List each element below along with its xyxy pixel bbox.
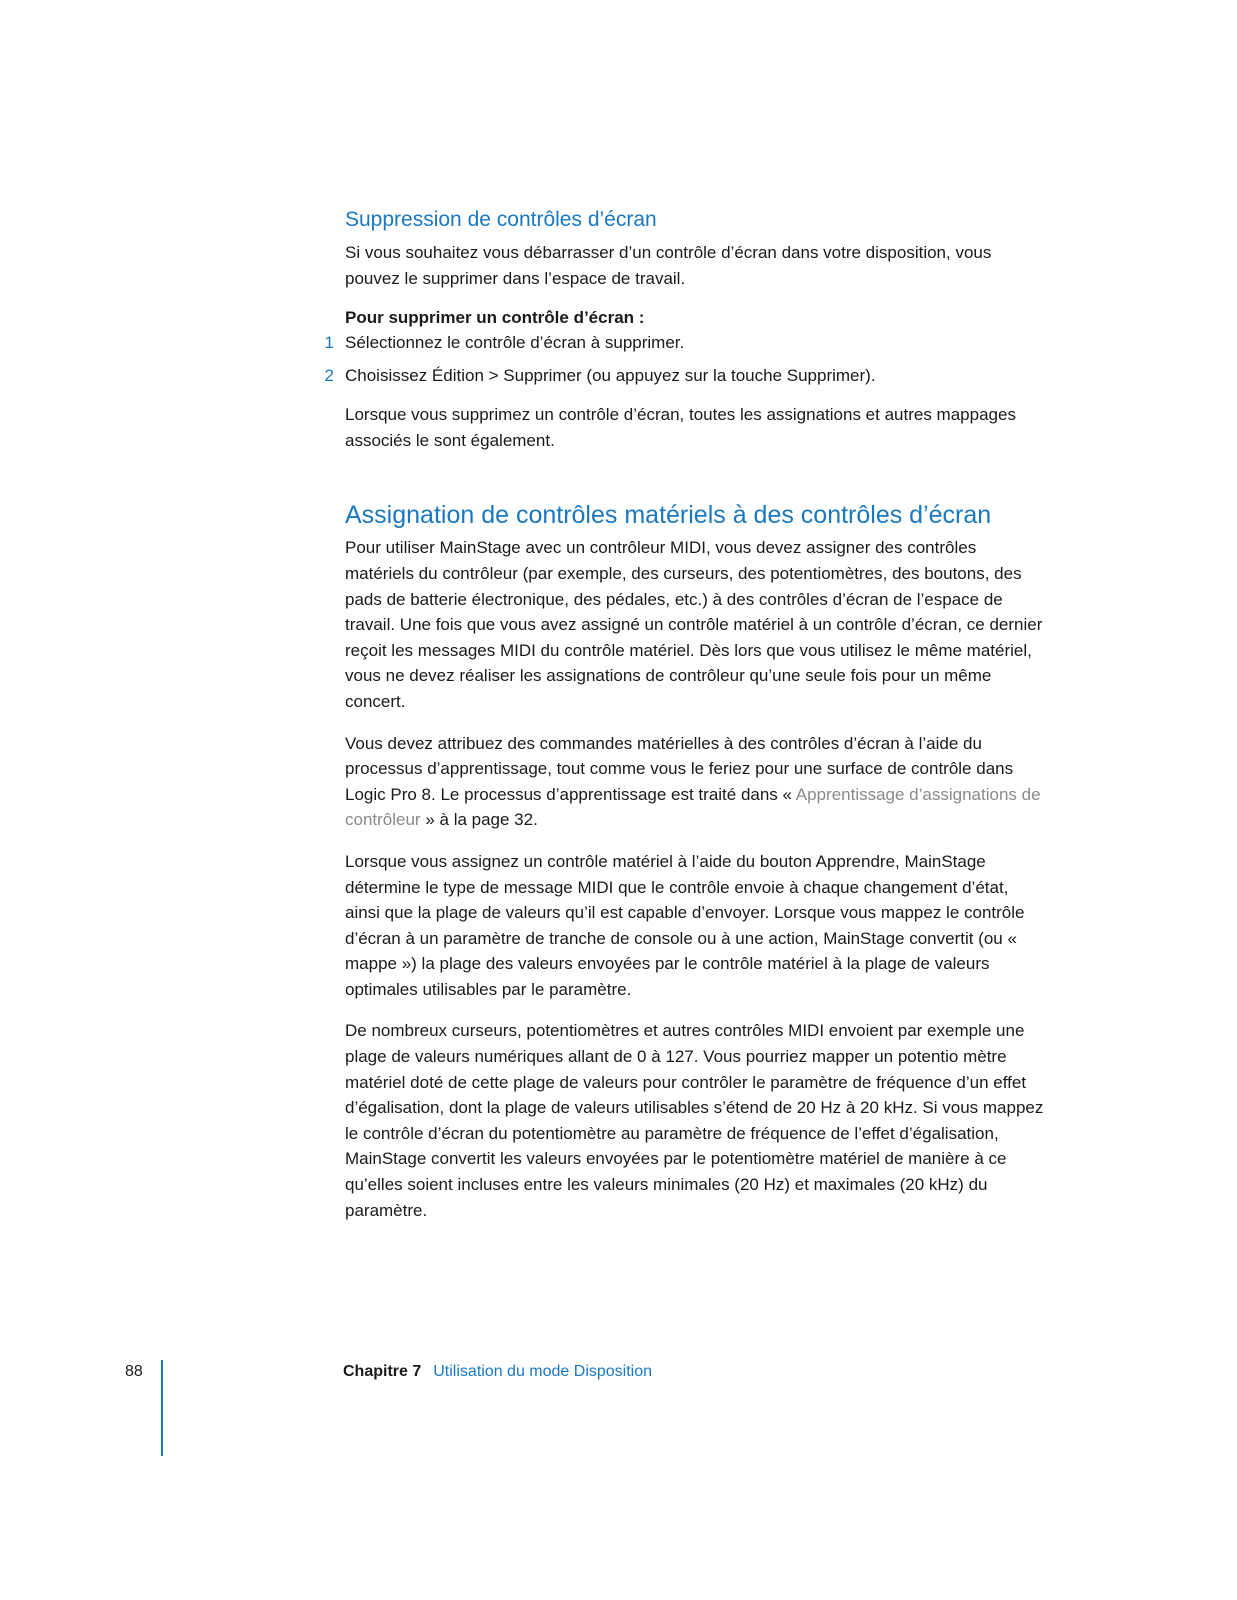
- section-spacer: [345, 469, 1045, 499]
- note-paragraph: Lorsque vous supprimez un contrôle d’écran, toutes les assignations et autres mappages associés le sont également.: [345, 405, 1016, 450]
- cross-reference-link[interactable]: Apprentissage d’assignations de contrôleur: [345, 784, 1041, 830]
- step-text: Choisissez Édition > Supprimer (ou appuyez sur la touche Supprimer).: [345, 366, 876, 386]
- section-intro-paragraph: Si vous souhaitez vous débarrasser d’un contrôle d’écran dans votre disposition, vous pouvez le supprimer dans l’espace de travail.: [345, 243, 992, 288]
- step-number: 1: [324, 333, 334, 353]
- chapter-title: Utilisation du mode Disposition: [433, 1363, 653, 1380]
- steps-list: [324, 330, 1045, 388]
- footer-divider: [161, 1360, 163, 1456]
- paragraph-text: » à la page 32.: [420, 810, 538, 830]
- page-number: 88: [125, 1363, 143, 1380]
- footer-chapter: [343, 1363, 652, 1381]
- main-content: [324, 206, 1045, 1239]
- body-paragraph-with-link: [345, 731, 1045, 833]
- step-item: [324, 330, 1045, 355]
- step-item: [324, 363, 1045, 388]
- step-text: Sélectionnez le contrôle d’écran à supprimer.: [345, 333, 685, 353]
- body-paragraph: Pour utiliser MainStage avec un contrôleur MIDI, vous devez assigner des contrôles matériels du contrôleur (par exemple, des curseurs, des potentiomètres, des boutons, des pads de batterie électronique, des pédales, etc.) à des contrôles d’écran de l’espace de travail. Une fois que vous avez assigné un contrôle matériel à un contrôle d’écran, ce dernier reçoit les messages MIDI du contrôle matériel. Dès lors que vous utilisez le même matériel, vous ne devez réaliser les assignations de contrôleur qu’une seule fois pour un même concert.: [345, 538, 1043, 711]
- body-paragraph: De nombreux curseurs, potentiomètres et autres contrôles MIDI envoient par exemple une plage de valeurs numériques allant de 0 à 127. Vous pourriez mapper un potentio mètre matériel doté de cette plage de valeurs pour contrôler le paramètre de fréquence d’un effet d’égalisation, dont la plage de valeurs utilisables s’étend de 20 Hz à 20 kHz. Si vous mappez le contrôle d’écran du potentiomètre au paramètre de fréquence de l’effet d’égalisation, MainStage convertit les valeurs envoyées par le potentiomètre matériel de manière à ce qu’elles soient incluses entre les valeurs minimales (20 Hz) et maximales (20 kHz) du paramètre.: [345, 1021, 1044, 1220]
- task-title: Pour supprimer un contrôle d’écran :: [345, 308, 645, 328]
- step-number: 2: [324, 366, 334, 386]
- chapter-label: Chapitre 7: [343, 1363, 422, 1380]
- paragraph-text: Vous devez attribuez des commandes matérielles à des contrôles d’écran à l’aide du processus d’apprentissage, tout comme vous le feriez pour une surface de contrôle dans Logic Pro 8. Le processus d’apprentissage est traité dans «: [345, 733, 1014, 804]
- body-paragraph: Lorsque vous assignez un contrôle matériel à l’aide du bouton Apprendre, MainStage détermine le type de message MIDI que le contrôle envoie à chaque changement d’état, ainsi que la plage de valeurs qu’il est capable d’envoyer. Lorsque vous mappez le contrôle d’écran à un paramètre de tranche de console ou à une action, MainStage convertit (ou « mappe ») la plage des valeurs envoyées par le contrôle matériel à la plage de valeurs optimales utilisables par le paramètre.: [345, 851, 1025, 999]
- section-heading-assignation: Assignation de contrôles matériels à des contrôles d’écran: [345, 501, 992, 530]
- section-heading-suppression: Suppression de contrôles d’écran: [345, 208, 657, 231]
